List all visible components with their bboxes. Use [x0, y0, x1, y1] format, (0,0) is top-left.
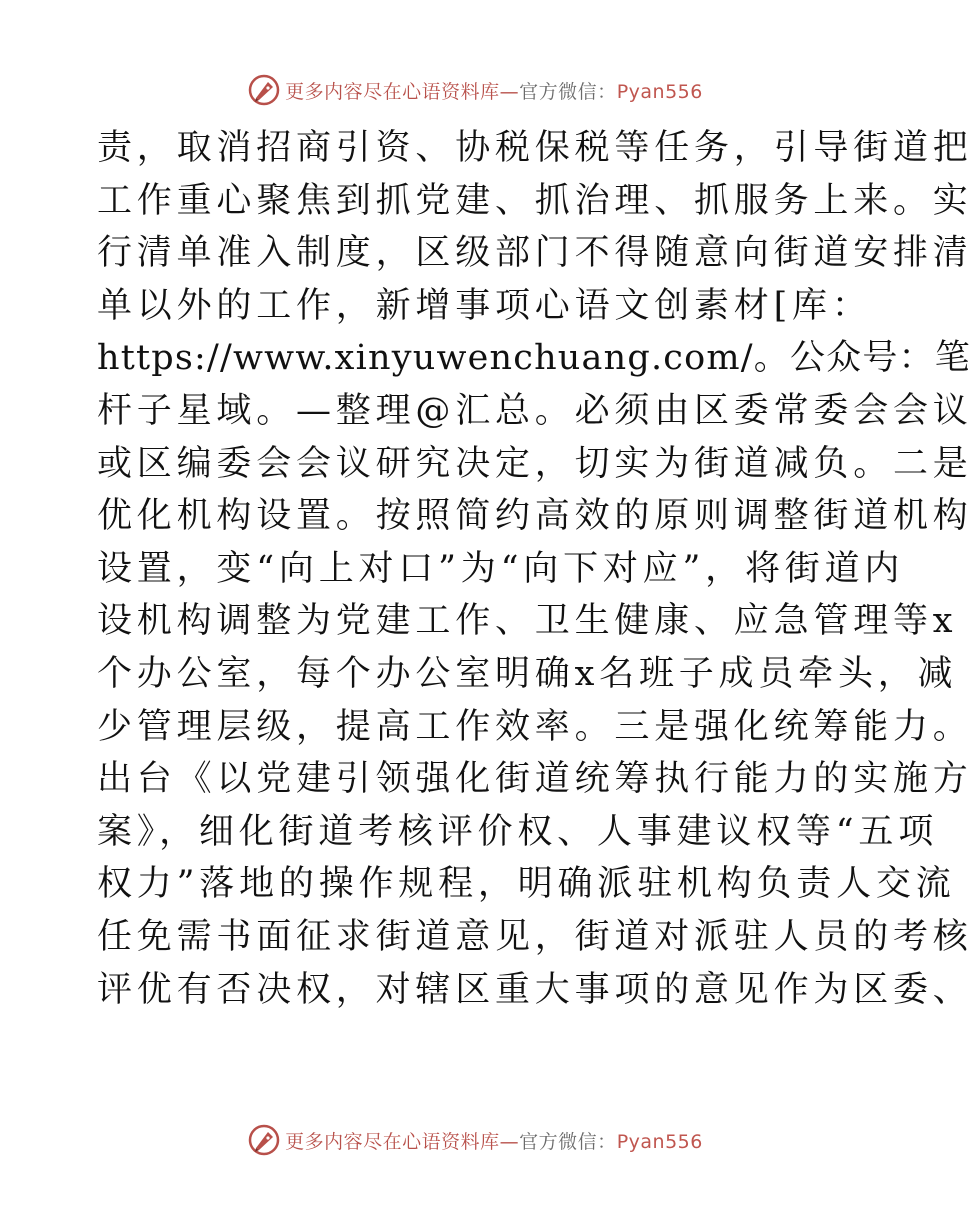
watermark-separator: —: [499, 80, 520, 103]
text-line: 行清单准入制度，区级部门不得随意向街道安排清: [97, 233, 973, 274]
pen-nib-logo-icon: [247, 1123, 281, 1157]
text-line: 工作重心聚焦到抓党建、抓治理、抓服务上来。实: [97, 180, 973, 221]
pen-nib-logo-icon: [247, 73, 281, 107]
text-line: 或区编委会会议研究决定，切实为街道减负。二是: [97, 443, 973, 484]
text-line: 出台《以党建引领强化街道统筹执行能力的实施方: [97, 759, 973, 800]
document-body: [97, 122, 973, 1016]
text-line: 权力”落地的操作规程，明确派驻机构负责人交流: [97, 864, 956, 905]
watermark-text: [285, 77, 703, 104]
text-line: 任免需书面征求街道意见，街道对派驻人员的考核: [97, 916, 973, 957]
text-line-url: https://www.xinyuwenchuang.com/。公众号：笔: [97, 338, 971, 379]
text-line: 责，取消招商引资、协税保税等任务，引导街道把: [97, 128, 973, 168]
watermark-main: 更多内容尽在心语资料库: [285, 80, 500, 103]
watermark-separator: —: [499, 1130, 520, 1153]
text-line: 单以外的工作，新增事项心语文创素材[库：: [97, 285, 872, 326]
text-line: 案》，细化街道考核评价权、人事建议权等“五项: [97, 811, 938, 852]
watermark-tail: 官方微信：: [519, 80, 617, 103]
footer-watermark-banner: [0, 1120, 950, 1160]
watermark-text: [285, 1127, 703, 1154]
watermark-main: 更多内容尽在心语资料库: [285, 1130, 500, 1153]
text-line: 杆子星域。—整理@汇总。必须由区委常委会会议: [97, 390, 973, 431]
text-line: 少管理层级，提高工作效率。三是强化统筹能力。: [97, 706, 973, 747]
text-line: 设机构调整为党建工作、卫生健康、应急管理等x: [97, 601, 958, 642]
watermark-wechat-id: Pyan556: [616, 80, 703, 103]
text-line: 设置，变“向上对口”为“向下对应”，将街道内: [97, 548, 905, 589]
text-line: 个办公室，每个办公室明确x名班子成员牵头，减: [97, 653, 958, 694]
text-line: 优化机构设置。按照简约高效的原则调整街道机构: [97, 496, 973, 537]
watermark-wechat-id: Pyan556: [616, 1130, 703, 1153]
header-watermark-banner: [0, 70, 950, 110]
text-line: 评优有否决权，对辖区重大事项的意见作为区委、: [97, 969, 973, 1010]
watermark-tail: 官方微信：: [519, 1130, 617, 1153]
